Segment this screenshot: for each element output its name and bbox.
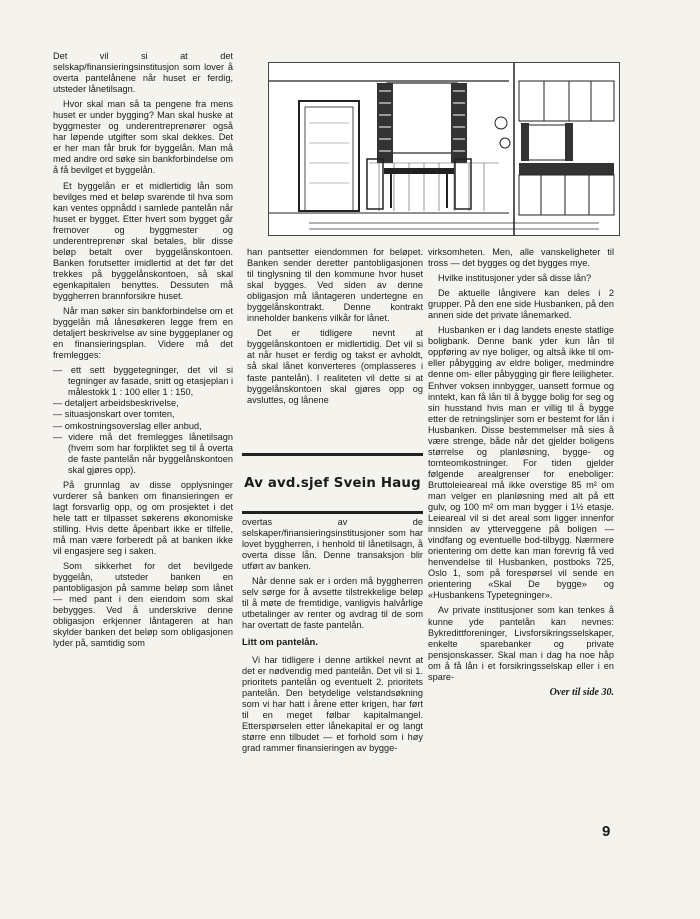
paragraph: Det vil si at det selskap/finansieringsinstitusjon som lover å overta pantelånene når huset er ferdig, utsteder lånetilsagn. — [53, 51, 233, 95]
paragraph: Av private institusjoner som kan tenkes å kunne yde pantelån kan nevnes: Bykredittforeninger, Livsforsikringsselskaper, enkelte sparebanker og private pensjonskasser. Skal man i dag ha noe håp om å få lån i et forsikringsselskap eller i en spare- — [428, 605, 614, 682]
paragraph: Et byggelån er et midlertidig lån som bevilges med et beløp svarende til hva som kan ventes oppnådd i samlede pantelån når huset er bygget. Etter hvert som bygget går fremover og byggmester og underentreprenør skal betales, blir disse beløp betalt over byggelånskontoen. Banken forutsetter imidlertid at det før det trekkes på byggelånskontoen, så skal egenkapitalen benyttes. Dessuten må byggherren brannforsikre huset. — [53, 180, 233, 301]
page-number: 9 — [602, 823, 611, 840]
paragraph: Det er tidligere nevnt at byggelånskontoen er midlertidig. Det vil si at når huset er ferdig og takst er avholdt, så skal lånet konverteres (omplasseres i faste pantelån). I realiteten vil dette si at byggelånskontoen skal gjøres opp og avsluttes, og lånene — [247, 328, 423, 405]
paragraph: Når denne sak er i orden må byggherren selv sørge for å avsette tilstrekkelige beløp til å møte de fremtidige, vanligvis halvårlige utbetalinger av renter og avdrag til de som har overtatt de faste pantelån. — [242, 576, 423, 631]
requirements-list — [53, 365, 233, 475]
list-item: — videre må det fremlegges lånetilsagn (hvem som har forpliktet seg til å overta de faste pantelån når byggelånskontoen skal gjøres opp). — [53, 431, 233, 475]
article-column-1 — [53, 51, 233, 653]
section-subheading: Litt om pantelån. — [242, 637, 318, 649]
paragraph: virksomheten. Men, alle vanskeligheter til tross — det bygges og det bygges mye. — [428, 247, 614, 269]
list-item: — detaljert arbeidsbeskrivelse, — [53, 398, 179, 409]
paragraph: Hvilke institusjoner yder så disse lån? — [438, 273, 592, 284]
paragraph: han pantsetter eiendommen for beløpet. Banken sender deretter pantobligasjonen til tinglysning til den kommune hvor huset skal bygges. Ved siden av denne obligasjon må låntageren undertegne en byggelånskontrakt. Denne kontrakt inneholder bankens vilkår for lånet. — [247, 247, 423, 324]
author-byline-box — [242, 453, 423, 514]
interior-illustration — [268, 62, 620, 236]
list-item: — ett sett byggetegninger, det vil si tegninger av fasade, snitt og etasjeplan i målestokk 1 : 100 eller 1 : 150, — [53, 365, 233, 398]
paragraph: På grunnlag av disse opplysninger vurderer så banken om finansieringen er lagt forsvarlig opp, og om prosjektet i det hele tatt er tilpasset søkerens økonomiske stilling. Hvis dette åpenbart ikke er tilfelle, må man være forberedt på at banken ikke vil engasjere seg i saken. — [53, 479, 233, 557]
article-column-2 — [247, 247, 423, 410]
list-item: — situasjonskart over tomten, — [53, 409, 175, 420]
list-item: — omkostningsoverslag eller anbud, — [53, 420, 202, 431]
paragraph: Som sikkerhet for det bevilgede byggelån, utsteder banken en pantobligasjon på samme beløp som lånet — med pant i den eiendom som skal bebygges. Ved å underskrive denne obligasjon erkjenner låntageren at han skylder banken det beløp som obligasjonen lyder på, samtidig som — [53, 561, 233, 649]
paragraph: overtas av de selskaper/finansieringsinstitusjoner som har lovet byggherren, i henhold til lånetilsagn, å overta disse lån. Denne transaksjon blir utført av banken. — [242, 517, 423, 572]
paragraph: Hvor skal man så ta pengene fra mens huset er under bygging? Man skal huske at byggmester og underentreprenører også har løpende utgifter som skal dekkes. Det er her man får bruk for byggelån. Man må med andre ord søke sin bankforbindelse om å få bevilget et byggelån. — [53, 99, 233, 176]
kitchen-dining-interior-icon — [269, 63, 619, 235]
paragraph: Vi har tidligere i denne artikkel nevnt at det er nødvendig med pantelån. Det vil si 1. prioritets pantelån og eventuelt 2. prioritets pantelån. Den betydelige velstandsøkning som vi har hatt i årene etter krigen, har ført til en meget følbar kapitalmangel. Etterspørselen etter lånekapital er og langt større enn tilbudet — et forhold som i høy grad rammer finansieringen av bygge- — [242, 654, 423, 753]
article-column-2-lower — [242, 517, 423, 758]
article-column-3 — [428, 247, 614, 698]
paragraph: De aktuelle långivere kan deles i 2 grupper. På den ene side Husbanken, på den annen side det private lånemarked. — [428, 288, 614, 321]
paragraph: Husbanken er i dag landets eneste statlige boligbank. Denne bank yder kun lån til oppføring av nye boliger, og altså ikke til om- eller påbygging av eldre boliger, medmindre denne om- eller påbygging gir flere leiligheter. Enhver voksen innbygger, uansett formue og inntekt, kan få lån til å bygge bolig for seg og sin husstand hvis man er villig til å bygge etter de retningslinjer som er bestemt for lån i Husbanken. Disse bestemmelser må sies å være strenge, både når det gjelder boligens størrelse og planløsning, bygge- og tomteomkostninger. For tiden gjelder følgende arealgrenser for eneboliger: Bruttoleieareal må ikke overstige 85 m² om man velger en planløsning med alt på ett gulv, og 100 m² om man bygger i 1½ etasje. Leieareal vil si det areal som ligger innenfor innsiden av ytterveggene på boligen — vindfang og eventuelle bod-tilbygg. Nærmere orientering om dette kan man forevrig få ved henvendelse til Husbanken, postboks 725, Oslo 1, som på forespørsel vil sende en orientering «Skal De bygge» og «Husbankens Typetegninger». — [428, 325, 614, 601]
continued-note: Over til side 30. — [549, 686, 614, 698]
paragraph: Når man søker sin bankforbindelse om et byggelån må lånesøkeren legge frem en detaljert beskrivelse av sine byggeplaner og en finansieringsplan. Videre må det fremlegges: — [53, 306, 233, 361]
author-byline: Av avd.sjef Svein Haug — [244, 476, 421, 491]
